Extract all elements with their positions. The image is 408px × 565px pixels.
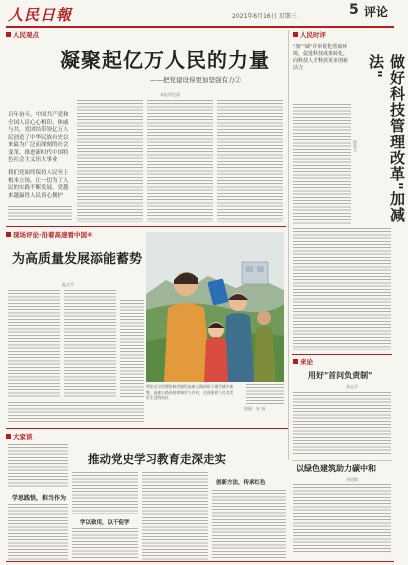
contribution-headline: 用好"首问负责制" — [308, 370, 373, 380]
middle-byline: 温文平 — [62, 282, 74, 287]
bottom-text-col-3 — [142, 472, 208, 560]
body-text-col-2 — [77, 100, 143, 222]
middle-text-col-3 — [120, 300, 144, 398]
section-marker-icon — [6, 434, 11, 439]
section-tag-label: 现场评论·沿着高速看中国④ — [13, 231, 93, 239]
pull-quote-2: 我们党始终保持人民至上根本立场，让一切为了人民的实践不断发展，党越来越赢得人民真心拥护 — [8, 170, 69, 199]
body-text-col-4 — [217, 100, 283, 222]
column-divider — [288, 30, 289, 460]
commentary-author: 徐家卫 — [353, 140, 358, 152]
footer-rule — [6, 561, 394, 562]
section-tag-label: 人民时评 — [300, 31, 326, 39]
section-marker-icon — [293, 359, 298, 364]
section-tag-label: 来论 — [300, 358, 313, 366]
bottom-text-col-1 — [8, 444, 68, 488]
section-tag-onsite — [6, 230, 92, 239]
body-text-col-3 — [147, 100, 213, 222]
section-tag-label: 人民观点 — [13, 31, 39, 39]
middle-text-bottom — [8, 402, 144, 422]
issue-date: 2021年6月16日 星期三 — [232, 13, 297, 20]
main-byline: 本报评论部 — [160, 92, 180, 97]
section-tag-label: 大家谈 — [13, 433, 33, 441]
contribution-byline: 张志学 — [346, 384, 358, 389]
family-selfie-illustration — [146, 232, 284, 382]
bottom-item-3: 创新方法，传承红色 — [216, 480, 266, 486]
commentary-text-1 — [293, 104, 351, 224]
body-text-col-1 — [8, 206, 72, 222]
bottom-item-1: 学思践悟，担当作为 — [12, 495, 67, 502]
bottom-text-col-1b — [8, 504, 68, 560]
section-tag-contribution — [293, 357, 313, 366]
page-number: 5 — [349, 2, 359, 18]
section-rule — [6, 226, 286, 227]
section-marker-icon — [6, 232, 11, 237]
section-rule — [292, 460, 392, 461]
section-tag-people-commentary — [293, 30, 326, 39]
illustration-credit: 插画：宋 娟 — [244, 406, 266, 411]
bottom-text-col-2 — [72, 472, 138, 514]
commentary-text-2 — [293, 228, 391, 350]
bottom-text-col-4 — [212, 490, 286, 560]
main-headline: 凝聚起亿万人民的力量 — [60, 48, 270, 72]
middle-text-col-4 — [246, 384, 284, 404]
commentary-headline: 做好科技管理改革"加减法" — [367, 54, 406, 223]
masthead — [0, 0, 400, 26]
contribution-text — [293, 392, 391, 456]
pull-quote-1: 百年奋斗，中国共产党和全国人民心心相印、休戚与共，党团结带领亿万人民创造了中华民族有史以来最为广泛而深刻的社会变革，推进新时代中国特色社会主义伟大事业 — [8, 112, 69, 163]
green-building-byline: 李道敏 — [346, 477, 358, 482]
section-title: 评论 — [364, 5, 389, 19]
bottom-headline: 推动党史学习教育走深走实 — [88, 452, 226, 466]
section-marker-icon — [6, 32, 11, 37]
section-marker-icon — [293, 32, 298, 37]
masthead-rule — [6, 26, 394, 28]
bottom-item-2: 学以致用，以干促学 — [80, 520, 130, 526]
green-building-text — [293, 484, 391, 554]
illustration-caption: 呼伦贝尔图谱绘制者描绘高速公路网络下现代城乡新貌，高速公路连接着城市与乡村，也连接着人民对美好生活的向往 — [146, 384, 234, 400]
middle-text-col-2 — [64, 290, 116, 398]
section-tag-people-view — [6, 30, 39, 39]
middle-text-col-1 — [8, 290, 60, 398]
section-rule — [6, 428, 288, 429]
section-rule — [292, 354, 392, 355]
commentary-pull-quote: "加""减"并举优化营商环境，促进科技成果转化，向科技人才释放更多创新活力 — [293, 44, 349, 71]
green-building-headline: 以绿色建筑助力碳中和 — [296, 463, 376, 473]
section-tag-everyone-talks — [6, 432, 33, 441]
middle-headline: 为高质量发展添能蓄势 — [12, 252, 143, 267]
newspaper-logo: 人民日報 — [8, 6, 73, 24]
main-subhead: ——把党建设得更加坚强有力② — [150, 76, 241, 84]
illustration — [146, 232, 284, 382]
bottom-text-col-2b — [72, 528, 138, 560]
